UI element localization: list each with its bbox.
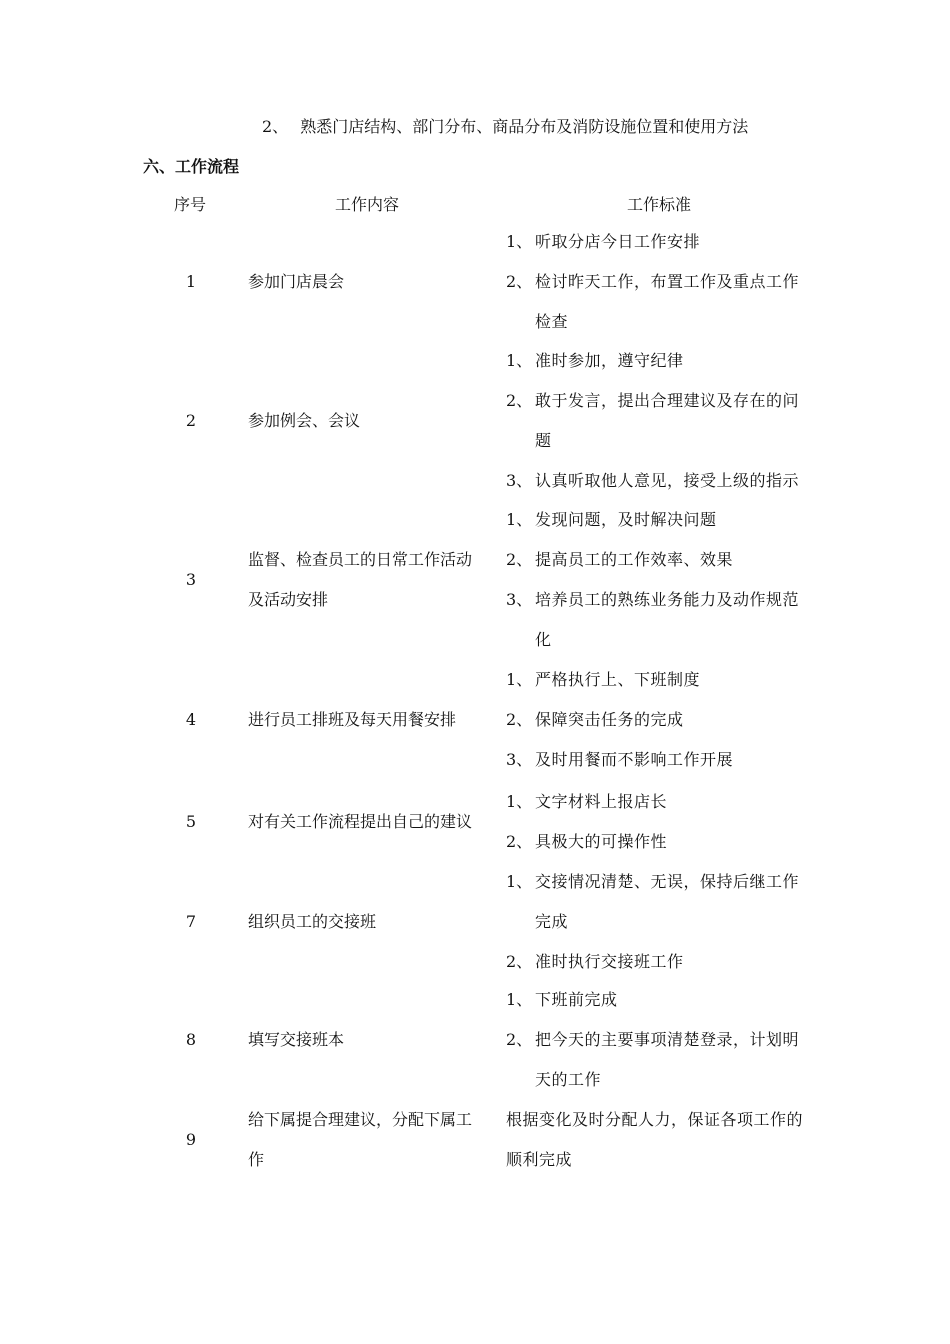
standard-text: 天的工作 xyxy=(535,1070,602,1089)
standard-text: 保障突击任务的完成 xyxy=(535,710,684,729)
standard-text: 具极大的可操作性 xyxy=(535,832,668,851)
intro-line xyxy=(262,114,748,137)
standard-text: 及时用餐而不影响工作开展 xyxy=(535,750,734,769)
row-content xyxy=(248,1100,493,1180)
content-line: 参加门店晨会 xyxy=(248,272,345,291)
standard-number: 1、 xyxy=(506,792,533,811)
standard-text: 检查 xyxy=(535,312,569,331)
row-content xyxy=(248,540,493,620)
standard-item xyxy=(506,341,816,381)
standard-text: 听取分店今日工作安排 xyxy=(535,232,701,251)
standard-item xyxy=(506,740,816,780)
standard-number: 2、 xyxy=(506,952,533,971)
row-number: 9 xyxy=(185,1130,197,1149)
row-standards xyxy=(506,500,816,660)
standard-item xyxy=(506,461,816,501)
row-content xyxy=(248,902,493,942)
header-standard: 工作标准 xyxy=(627,195,692,214)
standard-item xyxy=(506,580,816,660)
standard-number: 1、 xyxy=(506,670,533,689)
standard-number: 2、 xyxy=(506,272,533,291)
row-standards xyxy=(506,862,816,982)
row-number: 4 xyxy=(185,710,197,729)
standard-item xyxy=(506,782,816,822)
standard-text: 完成 xyxy=(535,912,569,931)
standard-item xyxy=(506,822,816,862)
header-content: 工作内容 xyxy=(335,195,400,214)
intro-text: 熟悉门店结构、部门分布、商品分布及消防设施位置和使用方法 xyxy=(300,117,749,136)
row-standards xyxy=(506,782,816,862)
standard-item xyxy=(506,980,816,1020)
standard-number: 3、 xyxy=(506,590,533,609)
standard-text: 顺利完成 xyxy=(506,1150,573,1169)
content-line: 给下属提合理建议，分配下属工 xyxy=(248,1110,473,1129)
content-line: 进行员工排班及每天用餐安排 xyxy=(248,710,457,729)
standard-text: 准时执行交接班工作 xyxy=(535,952,684,971)
standard-number: 3、 xyxy=(506,750,533,769)
row-standards xyxy=(506,1100,816,1180)
standard-text: 提高员工的工作效率、效果 xyxy=(535,550,734,569)
standard-text: 培养员工的熟练业务能力及动作规范 xyxy=(535,590,800,609)
standard-text: 把今天的主要事项清楚登录，计划明 xyxy=(535,1030,800,1049)
row-content xyxy=(248,401,493,441)
intro-number: 2、 xyxy=(262,117,289,136)
standard-text: 认真听取他人意见，接受上级的指示 xyxy=(535,471,800,490)
standard-item xyxy=(506,500,816,540)
standard-item xyxy=(506,1100,816,1180)
standard-item xyxy=(506,540,816,580)
standard-item xyxy=(506,862,816,942)
header-no: 序号 xyxy=(174,195,207,214)
standard-number: 1、 xyxy=(506,990,533,1009)
standard-text: 化 xyxy=(535,630,552,649)
standard-number: 2、 xyxy=(506,1030,533,1049)
content-line: 参加例会、会议 xyxy=(248,411,361,430)
standard-text: 文字材料上报店长 xyxy=(535,792,668,811)
content-line: 及活动安排 xyxy=(248,590,329,609)
standard-number: 2、 xyxy=(506,550,533,569)
content-line: 组织员工的交接班 xyxy=(248,912,377,931)
row-number: 1 xyxy=(185,272,197,291)
row-standards xyxy=(506,341,816,501)
standard-text: 交接情况清楚、无误，保持后继工作 xyxy=(535,872,800,891)
standard-item xyxy=(506,381,816,461)
row-standards xyxy=(506,980,816,1100)
standard-number: 1、 xyxy=(506,510,533,529)
standard-number: 2、 xyxy=(506,391,533,410)
standard-item xyxy=(506,660,816,700)
standard-number: 2、 xyxy=(506,832,533,851)
content-line: 监督、检查员工的日常工作活动 xyxy=(248,550,473,569)
standard-item xyxy=(506,262,816,342)
row-content xyxy=(248,262,493,302)
content-line: 填写交接班本 xyxy=(248,1030,345,1049)
standard-text: 严格执行上、下班制度 xyxy=(535,670,701,689)
row-number: 3 xyxy=(185,570,197,589)
standard-text: 发现问题，及时解决问题 xyxy=(535,510,717,529)
standard-text: 检讨昨天工作，布置工作及重点工作 xyxy=(535,272,800,291)
standard-item xyxy=(506,1020,816,1100)
standard-item xyxy=(506,942,816,982)
standard-text: 下班前完成 xyxy=(535,990,618,1009)
standard-item xyxy=(506,222,816,262)
standard-text: 题 xyxy=(535,431,552,450)
row-content xyxy=(248,1020,493,1060)
row-standards xyxy=(506,660,816,780)
content-line: 作 xyxy=(248,1150,265,1169)
standard-number: 1、 xyxy=(506,872,533,891)
row-number: 7 xyxy=(185,912,197,931)
row-number: 2 xyxy=(185,411,197,430)
standard-number: 1、 xyxy=(506,232,533,251)
section-title: 六、工作流程 xyxy=(143,157,240,176)
row-standards xyxy=(506,222,816,342)
row-number: 8 xyxy=(185,1030,197,1049)
standard-item xyxy=(506,700,816,740)
row-number: 5 xyxy=(185,812,197,831)
standard-number: 1、 xyxy=(506,351,533,370)
standard-text: 敢于发言，提出合理建议及存在的问 xyxy=(535,391,800,410)
content-line: 对有关工作流程提出自己的建议 xyxy=(248,812,473,831)
standard-text: 根据变化及时分配人力，保证各项工作的 xyxy=(506,1110,804,1129)
row-content xyxy=(248,802,493,842)
standard-number: 2、 xyxy=(506,710,533,729)
standard-text: 准时参加，遵守纪律 xyxy=(535,351,684,370)
standard-number: 3、 xyxy=(506,471,533,490)
row-content xyxy=(248,700,493,740)
